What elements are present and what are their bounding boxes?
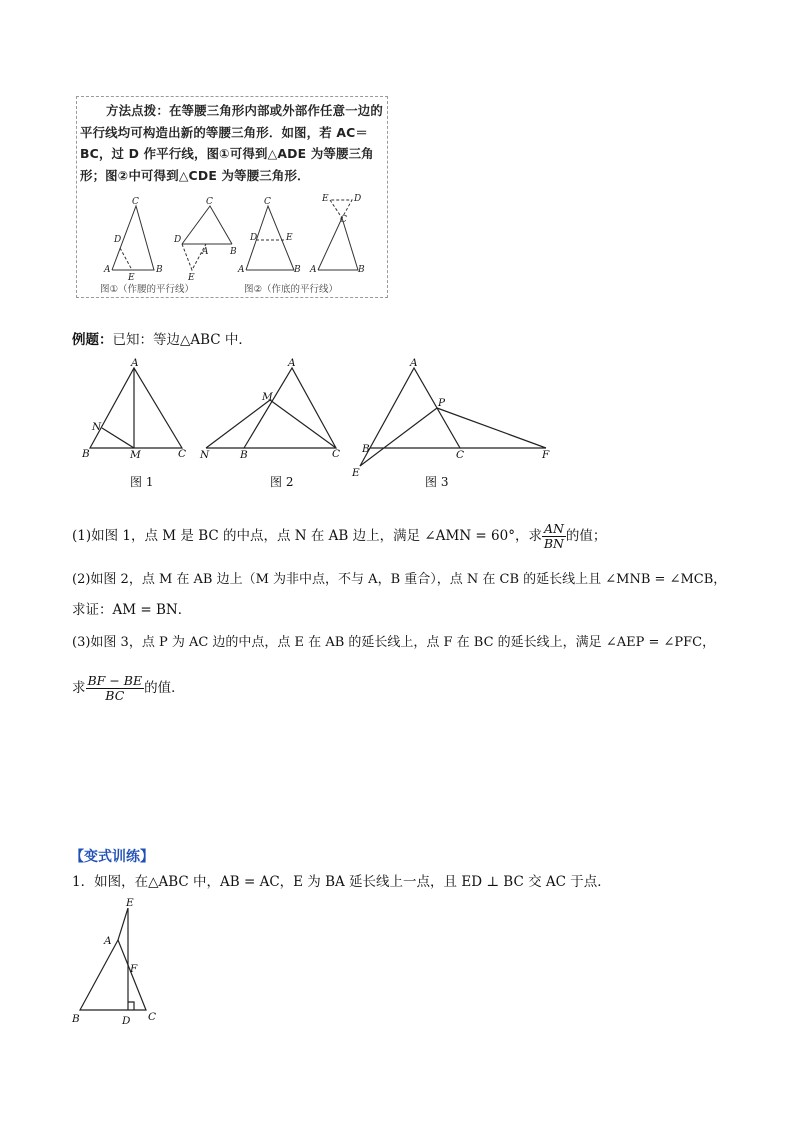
svg-text:A: A [410, 357, 418, 369]
method-tip-text: 方法点拨：在等腰三角形内部或外部作任意一边的平行线均可构造出新的等腰三角形．如图，若 AC＝BC，过 D 作平行线，图①可得到△ADE 为等腰三角形；图②中可得到△CDE 为等腰三角形． [80, 103, 383, 183]
svg-text:C: C [206, 197, 213, 207]
question-3-line2 [72, 674, 185, 703]
fig-label-2: 图 2 [270, 475, 294, 489]
tip-fig1a-parallel [120, 248, 132, 270]
fig3-triangle [370, 368, 460, 448]
svg-text:E: E [286, 233, 293, 243]
svg-text:E: E [322, 194, 329, 204]
svg-text:C: C [264, 197, 271, 207]
q3-pre: 求 [72, 680, 86, 696]
svg-text:N: N [200, 449, 210, 461]
svg-text:C: C [132, 197, 139, 207]
svg-text:C: C [178, 448, 187, 460]
svg-text:E: E [352, 467, 360, 479]
svg-text:P: P [438, 397, 446, 409]
svg-text:B: B [294, 265, 301, 275]
svg-text:F: F [130, 963, 138, 975]
svg-text:C: C [148, 1011, 157, 1023]
svg-text:E: E [126, 897, 134, 909]
svg-text:A: A [104, 935, 112, 947]
svg-text:E: E [188, 273, 195, 282]
variant-extension-ae [118, 908, 128, 940]
svg-text:A: A [131, 357, 139, 369]
question-2-line2: 求证：AM = BN． [72, 602, 192, 618]
svg-text:B: B [72, 1013, 80, 1025]
q1-numerator: AN [543, 521, 564, 536]
svg-text:D: D [250, 233, 258, 243]
fig3-segment-pf [437, 408, 546, 448]
q3-fraction [86, 674, 145, 703]
variant-problem-1: 1．如图，在△ABC 中，AB = AC，E 为 BA 延长线上一点，且 ED ⊥ BC 交 AC 于点． [72, 874, 611, 890]
variant-triangle [80, 940, 146, 1010]
fig3-segment-ep [360, 408, 437, 466]
svg-text:B: B [230, 247, 237, 257]
q3-post: 的值． [144, 680, 185, 696]
example-label: 例题： [72, 332, 113, 348]
q3-denominator: BC [105, 688, 125, 703]
q1-tail: 的值； [565, 528, 607, 544]
svg-text:M: M [262, 391, 273, 403]
tip-figures [96, 192, 386, 282]
tip-caption-1: 图①（作腰的平行线） [100, 284, 195, 295]
svg-text:B: B [82, 448, 90, 460]
svg-text:B: B [362, 443, 370, 455]
fig2-segment-nm [206, 400, 270, 448]
fig2-triangle [244, 368, 336, 448]
q1-text: (1)如图 1，点 M 是 BC 的中点，点 N 在 AB 边上，满足 ∠AMN = 60°，求 [72, 528, 542, 544]
fig1-triangle [90, 368, 182, 448]
example-figures [80, 356, 560, 490]
svg-text:F: F [542, 449, 550, 461]
svg-text:C: C [456, 449, 465, 461]
svg-text:D: D [122, 1015, 131, 1027]
question-3-line1: (3)如图 3，点 P 为 AC 边的中点，点 E 在 AB 的延长线上，点 F 在 BC 的延长线上，满足 ∠AEP = ∠PFC， [72, 635, 716, 650]
fig2-segment-mc [270, 400, 336, 448]
svg-text:D: D [174, 235, 182, 245]
svg-text:A: A [104, 265, 111, 275]
svg-text:A: A [202, 247, 209, 257]
svg-text:B: B [156, 265, 163, 275]
example-intro: 已知：等边△ABC 中． [112, 332, 252, 348]
fig1-segment-nm [102, 428, 134, 448]
svg-text:C: C [332, 448, 341, 460]
tip-fig2b-triangle [318, 218, 358, 270]
svg-text:D: D [114, 235, 122, 245]
svg-text:N: N [92, 421, 102, 433]
tip-fig1b-triangle [182, 206, 232, 244]
fig-label-1: 图 1 [130, 475, 154, 489]
fig-label-3: 图 3 [425, 475, 449, 489]
svg-text:A: A [238, 265, 245, 275]
q1-denominator: BN [543, 536, 564, 551]
svg-text:C: C [340, 215, 347, 225]
question-1 [72, 522, 606, 551]
question-2-line1: (2)如图 2，点 M 在 AB 边上（M 为非中点，不与 A，B 重合），点 N 在 CB 的延长线上且 ∠MNB = ∠MCB， [72, 572, 727, 587]
variant-figure [68, 894, 168, 1030]
q3-numerator: BF − BE [87, 673, 143, 688]
svg-text:A: A [310, 265, 317, 275]
q1-fraction [542, 522, 566, 551]
variant-right-angle-mark [128, 1002, 134, 1010]
svg-text:E: E [128, 273, 135, 282]
variant-heading: 【变式训练】 [70, 849, 154, 865]
example-heading [72, 330, 252, 350]
svg-text:B: B [240, 449, 248, 461]
svg-text:M: M [130, 449, 141, 461]
svg-text:A: A [288, 357, 296, 369]
svg-text:B: B [358, 265, 365, 275]
svg-text:D: D [354, 194, 362, 204]
tip-caption-2: 图②（作底的平行线） [244, 284, 339, 295]
